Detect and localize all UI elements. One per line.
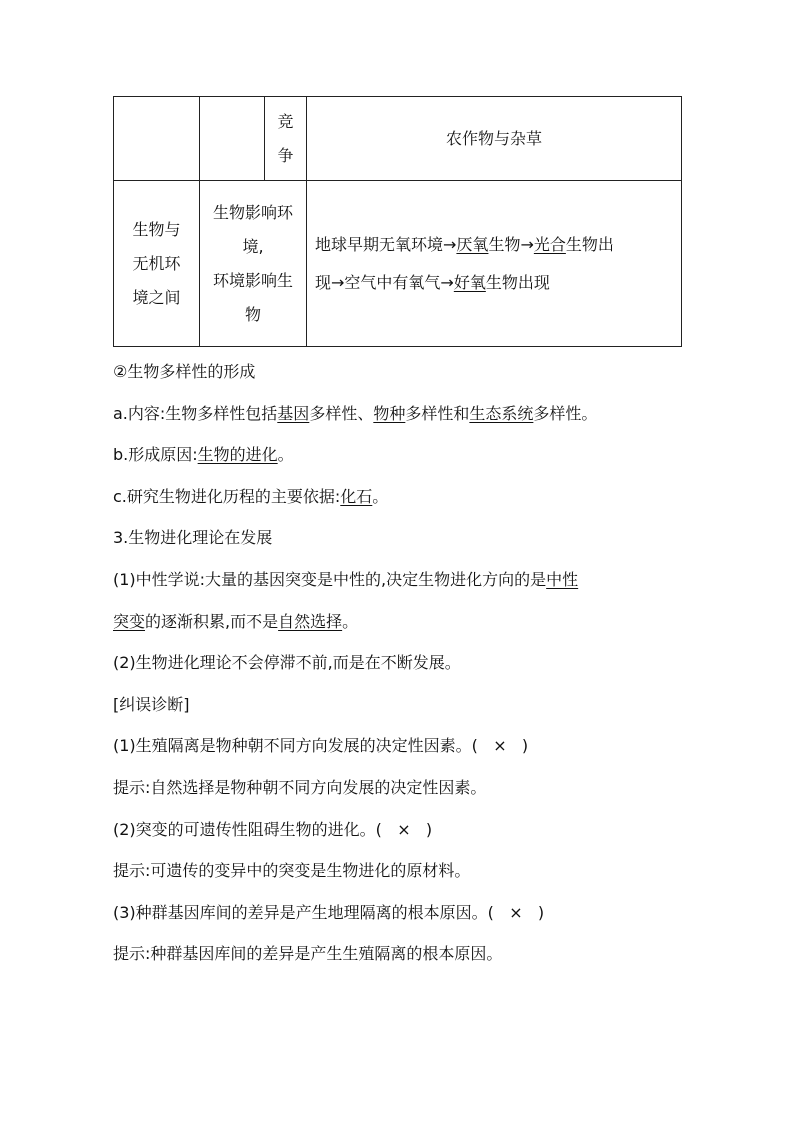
answer-underlined: 生态系统 (469, 403, 534, 423)
answer-underlined: 中性 (546, 569, 579, 589)
example-line (315, 264, 673, 302)
text-run: 的逐渐积累,而不是 (145, 611, 279, 631)
text-run: ) (537, 902, 545, 922)
answer-underlined: 光合 (533, 234, 566, 254)
text-run: c.研究生物进化历程的主要依据: (113, 486, 341, 506)
relation-cell (200, 181, 307, 347)
competition-example-cell: 农作物与杂草 (307, 97, 682, 181)
wrong-mark: × (493, 736, 507, 756)
text-run: b.形成原因: (113, 445, 198, 465)
body-text (113, 351, 693, 975)
table-row (114, 181, 682, 347)
example-line (315, 226, 673, 264)
text-run: 多样性和 (405, 403, 470, 423)
neutral-theory-line (113, 601, 693, 643)
table-row (114, 97, 682, 181)
content-line-c (113, 476, 693, 518)
text-run: 。 (372, 486, 389, 506)
category-cell (114, 181, 200, 347)
section-heading: 3.生物进化理论在发展 (113, 528, 273, 548)
text-run: 生物→ (488, 234, 534, 254)
answer-underlined: 物种 (373, 403, 406, 423)
text-run: (2)突变的可遗传性阻碍生物的进化。( (113, 819, 382, 839)
relation-line: 境, (242, 236, 264, 256)
answer-underlined: 厌氧 (456, 234, 489, 254)
diagnosis-statement (113, 892, 693, 934)
diagnosis-hint: 提示:自然选择是物种朝不同方向发展的决定性因素。 (113, 777, 487, 797)
neutral-theory-line (113, 559, 693, 601)
content-line-b (113, 434, 693, 476)
evolution-example-cell (307, 181, 682, 347)
text-run: (1)生殖隔离是物种朝不同方向发展的决定性因素。( (113, 736, 478, 756)
diagnosis-heading: [纠误诊断] (113, 694, 190, 714)
text-run: (1)中性学说:大量的基因突变是中性的,决定生物进化方向的是 (113, 569, 547, 589)
diagnosis-hint: 提示:种群基因库间的差异是产生生殖隔离的根本原因。 (113, 944, 503, 964)
table-cell-empty (200, 97, 265, 181)
text-run: ) (425, 819, 433, 839)
answer-underlined: 基因 (277, 403, 310, 423)
answer-underlined: 化石 (340, 486, 373, 506)
text-run: ) (521, 736, 529, 756)
text-run: 。 (277, 445, 294, 465)
competition-label-char: 争 (277, 145, 294, 165)
relation-line: 环境影响生 (212, 270, 293, 290)
text-run: 多样性。 (533, 403, 598, 423)
development-line: (2)生物进化理论不会停滞不前,而是在不断发展。 (113, 653, 461, 673)
section-heading: ②生物多样性的形成 (113, 362, 256, 381)
wrong-mark: × (509, 902, 523, 922)
table-cell-empty (114, 97, 200, 181)
interaction-table (113, 96, 682, 347)
content-line-a (113, 393, 693, 435)
text-run: (3)种群基因库间的差异是产生地理隔离的根本原因。( (113, 902, 494, 922)
diagnosis-statement (113, 725, 693, 767)
wrong-mark: × (397, 819, 411, 839)
category-line: 生物与 (132, 219, 181, 239)
text-run: 地球早期无氧环境→ (315, 234, 457, 254)
text-run: 生物出现 (485, 272, 550, 292)
answer-underlined: 好氧 (453, 272, 486, 292)
relation-line: 物 (244, 304, 261, 324)
category-line: 境之间 (132, 287, 181, 307)
category-line: 无机环 (132, 253, 181, 273)
answer-underlined: 自然选择 (278, 611, 343, 631)
text-run: 现→空气中有氧气→ (315, 272, 454, 292)
relation-line: 生物影响环 (212, 202, 293, 222)
answer-underlined: 生物的进化 (197, 445, 278, 465)
text-run: 生物出 (565, 234, 614, 254)
competition-label-char: 竞 (277, 111, 294, 131)
text-run: a.内容:生物多样性包括 (113, 403, 278, 423)
competition-label-cell (265, 97, 307, 181)
answer-underlined: 突变 (113, 611, 146, 631)
text-run: 。 (342, 611, 359, 631)
diagnosis-hint: 提示:可遗传的变异中的突变是生物进化的原材料。 (113, 861, 471, 881)
diagnosis-statement (113, 809, 693, 851)
text-run: 多样性、 (309, 403, 374, 423)
